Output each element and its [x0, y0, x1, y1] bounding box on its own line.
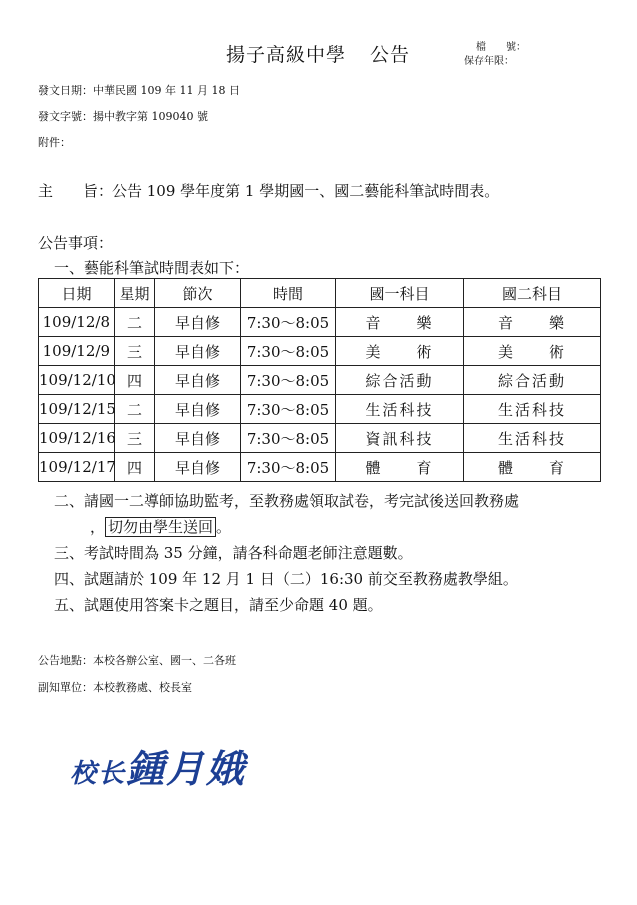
- cell-grade7-subject: 美 術: [336, 337, 464, 366]
- col-header-date: 日期: [39, 279, 115, 308]
- col-header-weekday: 星期: [115, 279, 155, 308]
- col-header-grade7-subject: 國一科目: [336, 279, 464, 308]
- item-2-suffix: 。: [216, 518, 232, 536]
- cell-grade8-subject: 綜合活動: [464, 366, 601, 395]
- issue-date: 發文日期：中華民國 109 年 11 月 18 日: [38, 84, 240, 97]
- signature-name: 鍾月娥: [126, 746, 247, 791]
- cell-time: 7:30～8:05: [241, 366, 336, 395]
- table-row: [39, 366, 601, 395]
- item-5: 五、試題使用答案卡之題目，請至少命題 40 題。: [54, 596, 383, 614]
- item-2-line-2: [90, 516, 231, 537]
- item-3: 三、考試時間為 35 分鐘，請各科命題老師注意題數。: [54, 544, 413, 562]
- posting-location: 公告地點：本校各辦公室、國一、二各班: [38, 654, 236, 667]
- table-row: [39, 395, 601, 424]
- col-header-grade8-subject: 國二科目: [464, 279, 601, 308]
- cell-time: 7:30～8:05: [241, 337, 336, 366]
- cell-grade8-subject: 體 育: [464, 453, 601, 482]
- cell-grade7-subject: 音 樂: [336, 308, 464, 337]
- cell-grade7-subject: 體 育: [336, 453, 464, 482]
- cell-weekday: 二: [115, 395, 155, 424]
- item-4: 四、試題請於 109 年 12 月 1 日（二）16:30 前交至教務處教學組。: [54, 570, 518, 588]
- items-heading: 公告事項：: [38, 234, 114, 252]
- school-name: 揚子高級中學: [226, 44, 347, 66]
- cell-weekday: 三: [115, 337, 155, 366]
- cell-period: 早自修: [155, 308, 241, 337]
- col-header-time: 時間: [241, 279, 336, 308]
- cell-weekday: 三: [115, 424, 155, 453]
- cell-time: 7:30～8:05: [241, 395, 336, 424]
- cell-grade7-subject: 生活科技: [336, 395, 464, 424]
- exam-schedule-table: [38, 278, 601, 482]
- table-row: [39, 424, 601, 453]
- cell-weekday: 二: [115, 308, 155, 337]
- item-2-line-1: 二、請國一二導師協助監考，至教務處領取試卷，考完試後送回教務處: [54, 492, 520, 510]
- cell-date: 109/12/15: [39, 395, 115, 424]
- cell-date: 109/12/10: [39, 366, 115, 395]
- subject-line: [38, 180, 499, 201]
- notice-label: 公告: [370, 44, 411, 66]
- attachment-label: 附件：: [38, 136, 71, 149]
- item-1: 一、藝能科筆試時間表如下：: [54, 259, 250, 277]
- cc-units: 副知單位：本校教務處、校長室: [38, 681, 192, 694]
- page-title: [226, 40, 410, 67]
- cell-period: 早自修: [155, 424, 241, 453]
- item-2-emphasis-box: 切勿由學生送回: [105, 517, 216, 537]
- item-2-prefix: ，: [90, 518, 106, 536]
- cell-grade7-subject: 綜合活動: [336, 366, 464, 395]
- cell-period: 早自修: [155, 337, 241, 366]
- subject-text: 公告 109 學年度第 1 學期國一、國二藝能科筆試時間表。: [112, 182, 500, 200]
- retention-label: 保存年限：: [464, 56, 514, 67]
- cell-date: 109/12/9: [39, 337, 115, 366]
- table-row: [39, 337, 601, 366]
- table-row: [39, 453, 601, 482]
- cell-period: 早自修: [155, 395, 241, 424]
- cell-weekday: 四: [115, 453, 155, 482]
- cell-grade8-subject: 生活科技: [464, 395, 601, 424]
- cell-date: 109/12/17: [39, 453, 115, 482]
- cell-period: 早自修: [155, 453, 241, 482]
- cell-date: 109/12/8: [39, 308, 115, 337]
- cell-period: 早自修: [155, 366, 241, 395]
- reference-number: 發文字號：揚中教字第 109040 號: [38, 110, 208, 123]
- cell-time: 7:30～8:05: [241, 453, 336, 482]
- cell-grade8-subject: 美 術: [464, 337, 601, 366]
- table-header-row: [39, 279, 601, 308]
- cell-date: 109/12/16: [39, 424, 115, 453]
- file-number-label: 檔 號：: [476, 42, 526, 53]
- cell-weekday: 四: [115, 366, 155, 395]
- cell-time: 7:30～8:05: [241, 424, 336, 453]
- subject-label: 主 旨：: [38, 182, 114, 200]
- principal-signature: [70, 738, 246, 793]
- cell-grade8-subject: 生活科技: [464, 424, 601, 453]
- cell-grade7-subject: 資訊科技: [336, 424, 464, 453]
- table-row: [39, 308, 601, 337]
- cell-time: 7:30～8:05: [241, 308, 336, 337]
- signature-title: 校长: [70, 759, 127, 789]
- col-header-period: 節次: [155, 279, 241, 308]
- cell-grade8-subject: 音 樂: [464, 308, 601, 337]
